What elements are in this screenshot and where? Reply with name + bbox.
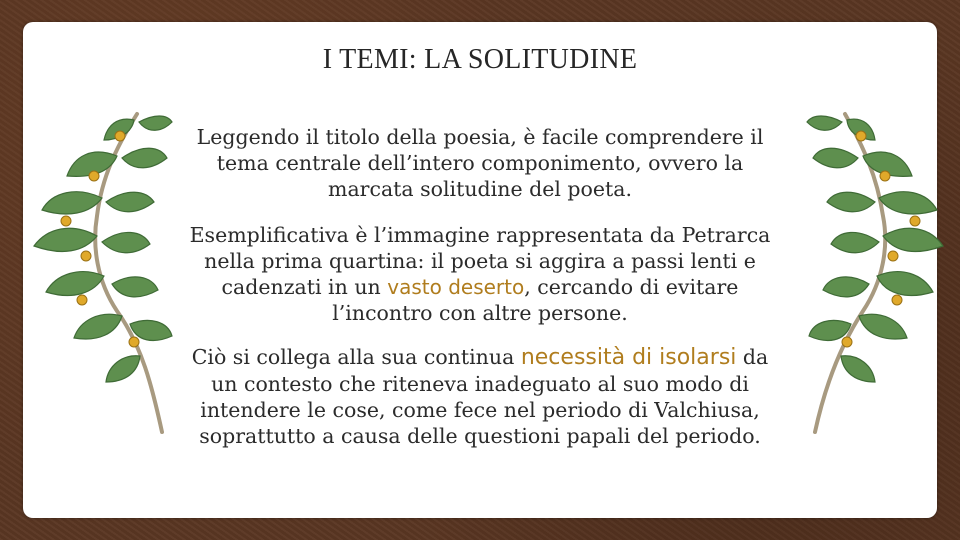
paragraph-intro: Leggendo il titolo della poesia, è facile comprendere il tema centrale dell’intero componimento, ovvero la marcata solitudine del poeta. xyxy=(196,125,764,201)
paragraph-deserto xyxy=(180,222,780,326)
highlight-necessita-isolarsi: necessità di isolarsi xyxy=(520,345,737,370)
laurel-branch-right-icon xyxy=(785,106,950,436)
highlight-vasto-deserto: vasto deserto xyxy=(387,275,525,299)
slide-title: I TEMI: LA SOLITUDINE xyxy=(322,44,638,75)
paragraph-deserto-text-after: , cercando di evitare l’incontro con altre persone. xyxy=(332,275,739,325)
paragraph-isolarsi-text-after: da un contesto che riteneva inadeguato al suo modo di intendere le cose, come fece nel periodo di Valchiusa, soprattutto a causa delle questioni papali del periodo. xyxy=(199,345,769,448)
paragraph-deserto-text-before: Esemplificativa è l’immagine rappresentata da Petrarca nella prima quartina: il poeta si aggira a passi lenti e cadenzati in un xyxy=(189,223,771,299)
paragraph-isolarsi-text-before: Ciò si collega alla sua continua xyxy=(191,345,521,369)
laurel-branch-left-icon xyxy=(22,106,202,436)
paragraph-isolarsi xyxy=(180,344,780,449)
